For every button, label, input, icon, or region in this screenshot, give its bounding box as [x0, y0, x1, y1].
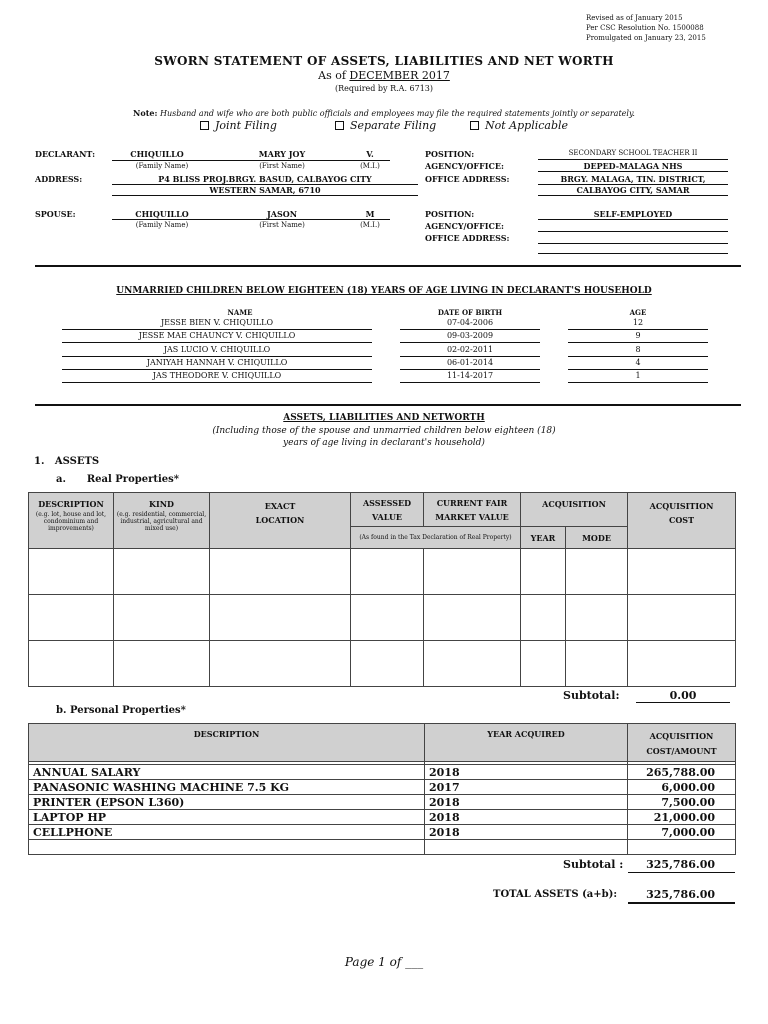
item-year: 2017 [425, 780, 628, 795]
item-year: 2018 [425, 765, 628, 780]
section-assets-label: 1. ASSETS [34, 456, 100, 467]
real-subtotal-label: Subtotal: [563, 689, 620, 702]
table-cell[interactable] [210, 549, 351, 595]
table-cell[interactable] [351, 595, 424, 641]
table-cell[interactable] [29, 595, 114, 641]
col-assessed-value [351, 493, 424, 527]
declarant-mi: V. [366, 149, 374, 159]
row-line [400, 369, 540, 370]
spouse-office-address-label: OFFICE ADDRESS: [425, 233, 510, 243]
table-cell[interactable] [628, 840, 736, 855]
item-year: 2018 [425, 810, 628, 825]
col-value-label: VALUE [371, 511, 403, 522]
table-cell[interactable] [29, 641, 114, 687]
revision-line: Revised as of January 2015 [586, 14, 683, 22]
child-age: 4 [635, 358, 641, 367]
form-title: SWORN STATEMENT OF ASSETS, LIABILITIES AND NET WORTH [154, 54, 614, 68]
note-label: Note: [133, 108, 158, 118]
spouse-name-underline [112, 219, 390, 220]
section-divider [35, 265, 741, 267]
office-address-label: OFFICE ADDRESS: [425, 174, 510, 184]
personal-subtotal-value: 325,786.00 [646, 858, 715, 871]
real-properties-label: a. Real Properties* [56, 474, 180, 485]
child-name: JAS LUCIO V. CHIQUILLO [163, 345, 271, 354]
personal-subtotal-label: Subtotal : [563, 858, 624, 871]
table-cell[interactable] [424, 549, 521, 595]
spouse-first-name: JASON [266, 209, 298, 219]
col-acquisition-cost [628, 724, 736, 762]
table-cell[interactable] [114, 595, 210, 641]
table-row [29, 549, 736, 595]
item-cost: 7,000.00 [628, 825, 736, 840]
col-market-value-label: MARKET VALUE [435, 511, 509, 522]
note-text: Husband and wife who are both public officials and employees may file the required statements jointly or separately. [159, 109, 635, 118]
real-properties-table [28, 492, 736, 687]
table-row [29, 810, 736, 825]
assets-subheading: (Including those of the spouse and unmarried children below eighteen (18) [212, 426, 556, 436]
child-age: 12 [632, 318, 644, 327]
item-year: 2018 [425, 795, 628, 810]
col-acq-label: COST/AMOUNT [646, 746, 717, 756]
col-acquisition: ACQUISITION [521, 493, 628, 527]
child-name: JANIYAH HANNAH V. CHIQUILLO [146, 358, 288, 367]
table-row [29, 765, 736, 780]
revision-line: Promulgated on January 23, 2015 [586, 34, 706, 42]
col-acq-cost-label: ACQUISITION [649, 501, 714, 511]
child-dob: 11-14-2017 [446, 371, 494, 380]
table-cell[interactable] [424, 641, 521, 687]
spouse-office-address-underline [538, 253, 728, 254]
position-underline [538, 159, 728, 160]
as-of-line [0, 69, 768, 82]
table-cell[interactable] [628, 641, 736, 687]
personal-subtotal-underline [628, 872, 735, 873]
col-description [29, 493, 114, 549]
table-cell[interactable] [425, 840, 628, 855]
child-name: JESSE MAE CHAUNCY V. CHIQUILLO [138, 331, 296, 340]
col-mode: MODE [566, 527, 628, 549]
table-row [29, 795, 736, 810]
family-name-caption: (Family Name) [135, 162, 189, 170]
item-description: PRINTER (EPSON L360) [29, 795, 425, 810]
item-description: LAPTOP HP [29, 810, 425, 825]
spouse-mi: M [365, 209, 375, 219]
as-of-value: DECEMBER 2017 [349, 69, 450, 82]
item-cost: 21,000.00 [628, 810, 736, 825]
spouse-position-label: POSITION: [425, 209, 475, 219]
col-current-fair-market [424, 493, 521, 527]
row-line [62, 369, 372, 370]
spouse-position-value: SELF-EMPLOYED [593, 209, 673, 219]
agency-value: DEPED-MALAGA NHS [583, 161, 683, 171]
spouse-position-underline [538, 219, 728, 220]
section-divider [35, 404, 741, 406]
total-assets-label: TOTAL ASSETS (a+b): [493, 889, 618, 900]
item-description: PANASONIC WASHING MACHINE 7.5 KG [29, 780, 425, 795]
tax-declaration-note: (As found in the Tax Declaration of Real Property) [351, 527, 521, 549]
revision-block [586, 13, 706, 43]
assets-subheading: years of age living in declarant's household) [283, 438, 485, 448]
table-cell[interactable] [29, 840, 425, 855]
declarant-name-underline [112, 160, 390, 161]
col-year: YEAR [521, 527, 566, 549]
table-cell[interactable] [351, 641, 424, 687]
table-cell[interactable] [210, 595, 351, 641]
real-subtotal-value: 0.00 [669, 689, 697, 702]
child-dob: 02-02-2011 [446, 345, 494, 354]
spouse-agency-label: AGENCY/OFFICE: [425, 221, 504, 231]
as-of-label: As of [318, 69, 346, 82]
address-line2: WESTERN SAMAR, 6710 [209, 185, 321, 195]
table-cell[interactable] [628, 549, 736, 595]
children-col-name: NAME [227, 308, 253, 317]
page-footer: Page 1 of ___ [344, 955, 424, 969]
row-line [62, 329, 372, 330]
child-dob: 09-03-2009 [446, 331, 494, 340]
row-line [400, 342, 540, 343]
address-label: ADDRESS: [35, 174, 83, 184]
table-cell[interactable] [628, 595, 736, 641]
table-row [29, 840, 736, 855]
family-name-caption: (Family Name) [135, 221, 189, 229]
item-description: ANNUAL SALARY [29, 765, 425, 780]
office-address-underline [538, 195, 728, 196]
first-name-caption: (First Name) [259, 162, 305, 170]
table-row [29, 780, 736, 795]
col-location-label: LOCATION [255, 515, 305, 525]
col-exact-label: EXACT [264, 501, 296, 511]
office-address-line1: BRGY. MALAGA, TIN. DISTRICT, [560, 174, 706, 184]
table-cell[interactable] [351, 549, 424, 595]
personal-properties-label: b. Personal Properties* [56, 705, 186, 716]
row-line [400, 329, 540, 330]
table-cell[interactable] [29, 549, 114, 595]
table-cell[interactable] [210, 641, 351, 687]
table-cell[interactable] [521, 595, 566, 641]
spouse-family-name: CHIQUILLO [135, 209, 189, 219]
row-line [568, 329, 708, 330]
table-cell[interactable] [566, 595, 628, 641]
declarant-first-name: MARY JOY [258, 149, 306, 159]
table-row [29, 595, 736, 641]
declarant-family-name: CHIQUILLO [130, 149, 184, 159]
row-line [400, 382, 540, 383]
spouse-agency-underline [538, 231, 728, 232]
personal-properties-table [28, 723, 736, 855]
joint-filing-option[interactable]: Joint Filing [200, 119, 277, 132]
col-kind [114, 493, 210, 549]
item-cost: 6,000.00 [628, 780, 736, 795]
address-underline [112, 195, 418, 196]
row-line [568, 356, 708, 357]
item-year: 2018 [425, 825, 628, 840]
mi-caption: (M.I.) [360, 221, 380, 229]
total-assets-double-underline [628, 902, 735, 904]
child-age: 8 [635, 345, 641, 354]
col-acq-cost-label: COST [668, 515, 695, 525]
not-applicable-option[interactable]: Not Applicable [470, 119, 568, 132]
mi-caption: (M.I.) [360, 162, 380, 170]
table-cell[interactable] [424, 595, 521, 641]
col-current-fair-label: CURRENT FAIR [436, 497, 508, 508]
child-age: 9 [635, 331, 641, 340]
row-line [568, 382, 708, 383]
col-kind-label: KIND [149, 499, 174, 509]
required-by: (Required by R.A. 6713) [334, 84, 434, 93]
table-row [29, 641, 736, 687]
col-description-label: DESCRIPTION [38, 499, 104, 509]
col-description: DESCRIPTION [29, 724, 425, 762]
table-cell[interactable] [521, 641, 566, 687]
address-line1: P4 BLISS PROJ.BRGY. BASUD, CALBAYOG CITY [158, 174, 372, 184]
col-acquisition-cost [628, 493, 736, 549]
child-name: JESSE BIEN V. CHIQUILLO [160, 318, 274, 327]
item-cost: 7,500.00 [628, 795, 736, 810]
children-col-age: AGE [629, 308, 647, 317]
first-name-caption: (First Name) [259, 221, 305, 229]
spouse-office-address-underline [538, 243, 728, 244]
real-subtotal-underline [636, 702, 730, 703]
position-label: POSITION: [425, 149, 475, 159]
table-cell[interactable] [521, 549, 566, 595]
table-cell[interactable] [566, 641, 628, 687]
declarant-label: DECLARANT: [35, 149, 96, 159]
row-line [400, 356, 540, 357]
row-line [62, 342, 372, 343]
children-heading: UNMARRIED CHILDREN BELOW EIGHTEEN (18) YEARS OF AGE LIVING IN DECLARANT'S HOUSEHOLD [116, 286, 652, 296]
child-age: 1 [635, 371, 641, 380]
row-line [568, 369, 708, 370]
child-dob: 07-04-2006 [446, 318, 494, 327]
position-value: SECONDARY SCHOOL TEACHER II [568, 149, 698, 157]
row-line [568, 342, 708, 343]
assets-heading: ASSETS, LIABILITIES AND NETWORTH [283, 413, 485, 423]
agency-underline [538, 171, 728, 172]
child-name: JAS THEODORE V. CHIQUILLO [152, 371, 282, 380]
table-cell[interactable] [566, 549, 628, 595]
checkbox-icon [335, 121, 344, 130]
office-address-line2: CALBAYOG CITY, SAMAR [576, 185, 690, 195]
col-acq-label: ACQUISITION [649, 731, 714, 741]
col-description-note: (e.g. lot, house and lot, condominium and improvements) [35, 511, 107, 532]
col-exact-location [210, 493, 351, 549]
col-kind-note: (e.g. residential, commercial, industrial, agricultural and mixed use) [116, 511, 207, 532]
item-cost: 265,788.00 [628, 765, 736, 780]
children-col-dob: DATE OF BIRTH [437, 308, 503, 317]
col-assessed-label: ASSESSED [362, 497, 412, 508]
total-assets-value: 325,786.00 [646, 888, 715, 901]
checkbox-icon [200, 121, 209, 130]
row-line [62, 356, 372, 357]
table-cell[interactable] [114, 641, 210, 687]
note-line [0, 108, 768, 118]
spouse-label: SPOUSE: [35, 209, 76, 219]
checkbox-icon [470, 121, 479, 130]
table-cell[interactable] [114, 549, 210, 595]
agency-label: AGENCY/OFFICE: [425, 161, 504, 171]
table-row [29, 825, 736, 840]
revision-line: Per CSC Resolution No. 1500088 [586, 24, 704, 32]
child-dob: 06-01-2014 [446, 358, 494, 367]
item-description: CELLPHONE [29, 825, 425, 840]
separate-filing-option[interactable]: Separate Filing [335, 119, 436, 132]
row-line [62, 382, 372, 383]
col-year-acquired: YEAR ACQUIRED [425, 724, 628, 762]
